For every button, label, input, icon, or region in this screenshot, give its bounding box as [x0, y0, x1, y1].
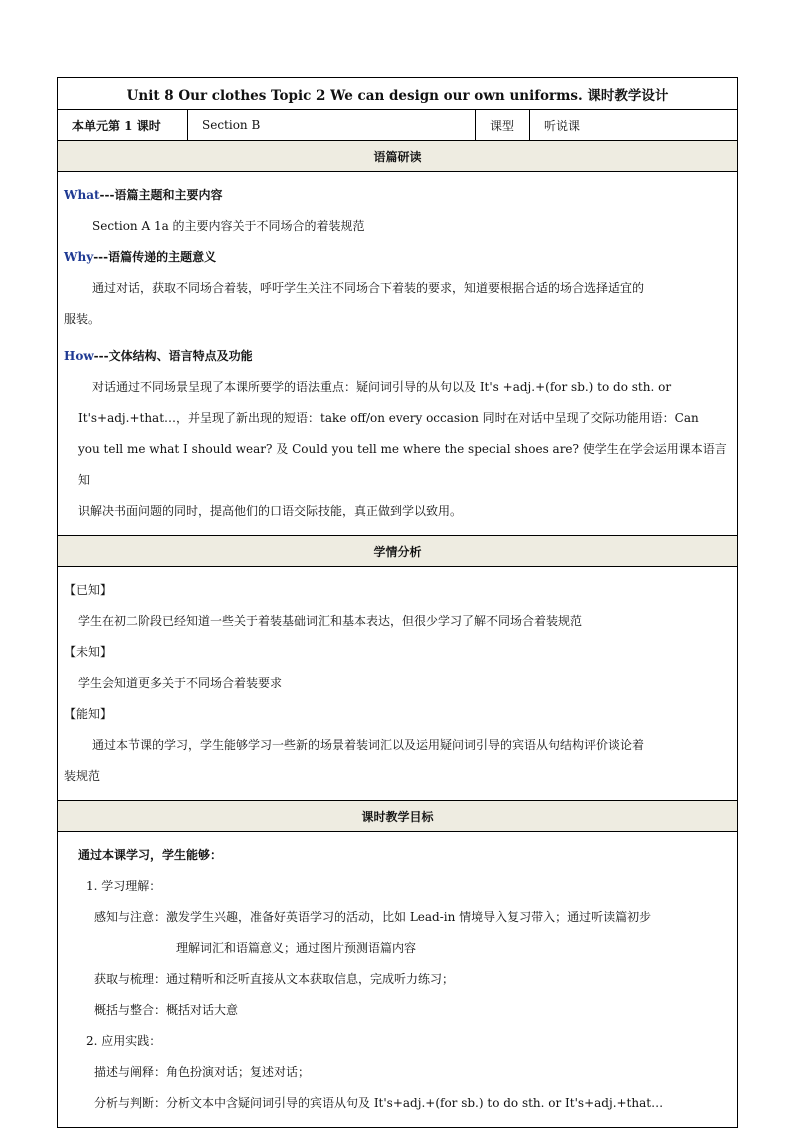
goals-content: [58, 832, 738, 1128]
goals-intro: 通过本课学习，学生能够：: [78, 848, 223, 862]
why-label: Why: [64, 250, 94, 264]
goal-1-perceive-line-2: 理解词汇和语篇意义；通过图片预测语篇内容: [176, 941, 417, 955]
able-label: 【能知】: [64, 707, 113, 721]
goal-2-title: 2. 应用实践：: [86, 1034, 162, 1048]
goal-2-describe: 描述与阐释：角色扮演对话；复述对话；: [94, 1065, 311, 1079]
goal-1-acquire: 获取与梳理：通过精听和泛听直接从文本获取信息，完成听力练习；: [94, 972, 455, 986]
why-text-line-1: 通过对话，获取不同场合着装，呼吁学生关注不同场合下着装的要求，知道要根据合适的场合选择适宜的: [92, 281, 645, 295]
goal-1-summarize: 概括与整合：概括对话大意: [94, 1003, 239, 1017]
how-text-line-2: It's+adj.+that…，并呈现了新出现的短语：take off/on every occasion 同时在对话中呈现了交际功能用语：Can: [78, 411, 699, 425]
what-title: ---语篇主题和主要内容: [99, 188, 223, 202]
how-text-line-3: you tell me what I should wear? 及 Could you tell me where the special shoes are? 使学生在学会运用课本语言知: [78, 442, 727, 487]
what-text: Section A 1a 的主要内容关于不同场合的着装规范: [92, 219, 365, 233]
why-text-line-2: 服装。: [64, 312, 101, 326]
how-label: How: [64, 349, 94, 363]
section-header-reading: 语篇研读: [58, 141, 738, 172]
what-label: What: [64, 188, 100, 202]
lesson-type-label: 课型: [476, 110, 530, 141]
reading-content: [58, 172, 738, 536]
section-name: Section B: [188, 110, 476, 141]
why-heading: [64, 242, 731, 273]
what-heading: [64, 180, 731, 211]
able-text-line-2: 装规范: [64, 769, 101, 783]
lesson-type-value: 听说课: [530, 110, 738, 141]
how-text-line-1: 对话通过不同场景呈现了本课所要学的语法重点：疑问词引导的从句以及 It's +adj.+(for sb.) to do sth. or: [92, 380, 672, 394]
document-title: Unit 8 Our clothes Topic 2 We can design our own uniforms. 课时教学设计: [58, 78, 738, 110]
known-label: 【已知】: [64, 583, 113, 597]
lesson-plan-table: [57, 77, 738, 1128]
unknown-label: 【未知】: [64, 645, 113, 659]
how-heading: [64, 341, 731, 372]
how-text-line-4: 识解决书面问题的同时，提高他们的口语交际技能，真正做到学以致用。: [78, 504, 463, 518]
goal-2-analyze: 分析与判断：分析文本中含疑问词引导的宾语从句及 It's+adj.+(for sb.) to do sth. or It's+adj.+that…: [94, 1096, 664, 1110]
analysis-content: [58, 567, 738, 801]
why-title: ---语篇传递的主题意义: [93, 250, 217, 264]
how-title: ---文体结构、语言特点及功能: [93, 349, 253, 363]
section-header-goals: 课时教学目标: [58, 801, 738, 832]
lesson-plan-document: [57, 77, 737, 1128]
meta-row: [58, 110, 738, 141]
goal-1-perceive-line-1: 感知与注意：激发学生兴趣，准备好英语学习的活动，比如 Lead-in 情境导入复习带入；通过听读篇初步: [94, 910, 652, 924]
unknown-text: 学生会知道更多关于不同场合着装要求: [78, 676, 283, 690]
able-text-line-1: 通过本节课的学习，学生能够学习一些新的场景着装词汇以及运用疑问词引导的宾语从句结构评价谈论着: [92, 738, 645, 752]
goal-1-title: 1. 学习理解：: [86, 879, 162, 893]
known-text: 学生在初二阶段已经知道一些关于着装基础词汇和基本表达，但很少学习了解不同场合着装规范: [78, 614, 583, 628]
section-header-analysis: 学情分析: [58, 536, 738, 567]
lesson-number-label: 本单元第 1 课时: [58, 110, 188, 141]
